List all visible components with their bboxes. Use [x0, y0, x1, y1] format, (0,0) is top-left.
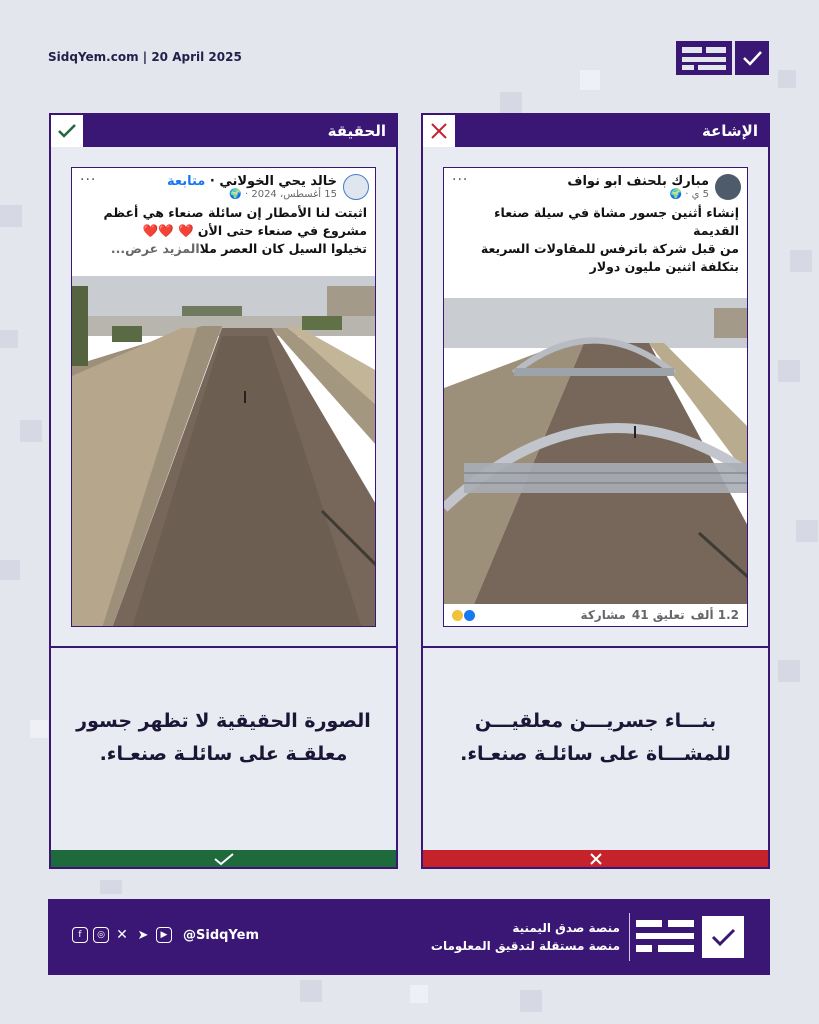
instagram-icon[interactable]: ◎	[93, 927, 109, 943]
facebook-icon[interactable]: f	[72, 927, 88, 943]
post-text-line: بتكلفة اثنين مليون دولار	[589, 259, 739, 275]
follow-button[interactable]: متابعة	[166, 174, 206, 189]
truth-panel	[49, 113, 398, 869]
footer-separator	[629, 913, 630, 961]
more-options-icon[interactable]: ···	[452, 172, 469, 188]
truth-post-card: خالد يحي الخولاني · متابعة 15 أغسطس، 2024 · 🌍 ··· اثبتت لنا الأمطار إن سائلة صنعاء هي أعظم مشروع في صنعاء حتى الأن ❤️ ❤️❤️ تخيلوا السيل كان العصر ملاالمزيد عرض...	[71, 167, 376, 627]
post-text-line: القديمة	[693, 223, 739, 239]
post-author[interactable]: مبارك بلحنف ابو نواف	[567, 174, 709, 189]
reactions-count[interactable]: 1.2 ألف	[690, 608, 739, 622]
rumor-caption: بنـــاء جسريـــن معلقيـــن للمشـــاة على سائلـة صنعـاء.	[460, 710, 731, 766]
check-icon	[51, 115, 83, 147]
x-icon	[589, 852, 603, 866]
rumor-panel-header	[423, 115, 768, 147]
post-meta: 15 أغسطس، 2024 · 🌍	[229, 189, 337, 200]
reaction-icons	[452, 610, 475, 621]
social-links	[72, 927, 259, 943]
post-text-line: تخيلوا السيل كان العصر ملا	[199, 241, 367, 257]
brand-glyph-icon	[676, 41, 732, 75]
rumor-status-bar	[423, 850, 768, 867]
bg-pixel	[30, 720, 48, 738]
post-stats	[444, 604, 747, 626]
bg-pixel	[778, 70, 796, 88]
check-icon	[702, 916, 744, 958]
post-text	[72, 200, 375, 262]
bg-pixel	[100, 880, 122, 894]
see-more-link[interactable]: المزيد عرض...	[110, 241, 200, 257]
rumor-post-card	[443, 167, 748, 627]
post-text-line: إنشاء أثنين جسور مشاة في سيلة صنعاء	[494, 205, 739, 220]
post-photo	[72, 276, 375, 626]
post-author[interactable]: خالد يحي الخولاني	[219, 174, 337, 189]
panel-divider	[51, 646, 396, 648]
avatar	[715, 174, 741, 200]
site-date: SidqYem.com | 20 April 2025	[48, 50, 242, 64]
footer-logo	[632, 916, 744, 958]
bg-pixel	[778, 660, 800, 682]
rumor-panel	[421, 113, 770, 869]
check-icon	[735, 41, 769, 75]
brand-glyph-icon	[632, 916, 698, 958]
bg-pixel	[0, 205, 22, 227]
truth-status-bar	[51, 850, 396, 867]
truth-caption: الصورة الحقيقية لا تظهر جسور معلقـة على سائلـة صنعـاء.	[76, 710, 371, 766]
x-icon	[423, 115, 455, 147]
bg-pixel	[20, 420, 42, 442]
post-text-line: من قبل شركة باترفس للمقاولات السريعة	[480, 241, 739, 257]
rumor-panel-title: الإشاعة	[701, 122, 758, 140]
x-twitter-icon[interactable]: ✕	[116, 927, 128, 943]
bg-pixel	[300, 980, 322, 1002]
post-text	[444, 200, 747, 281]
org-name: منصة صدق اليمنية	[512, 921, 620, 935]
post-photo	[444, 298, 747, 604]
avatar	[343, 174, 369, 200]
bg-pixel	[0, 560, 20, 580]
bg-pixel	[778, 360, 800, 382]
bg-pixel	[0, 330, 18, 348]
shares-count[interactable]: مشاركة	[580, 608, 626, 622]
org-info	[431, 919, 620, 955]
bg-pixel	[500, 92, 522, 114]
bg-pixel	[410, 985, 428, 1003]
org-tagline: منصة مستقلة لتدقيق المعلومات	[430, 939, 620, 953]
brand-logo	[676, 41, 769, 75]
panel-divider	[423, 646, 768, 648]
like-icon	[464, 610, 475, 621]
social-handle[interactable]: @SidqYem	[183, 927, 260, 943]
bg-pixel	[520, 990, 542, 1012]
laugh-icon	[452, 610, 463, 621]
post-text-line: مشروع في صنعاء حتى الأن ❤️ ❤️❤️	[142, 223, 367, 239]
bg-pixel	[580, 70, 600, 90]
bg-pixel	[796, 520, 818, 542]
post-meta: 5 ي · 🌍	[669, 189, 709, 200]
telegram-icon[interactable]: ➤	[137, 927, 149, 943]
check-icon	[213, 852, 235, 866]
youtube-icon[interactable]: ▶	[156, 927, 172, 943]
comments-count[interactable]: تعليق 41	[631, 608, 685, 622]
footer	[48, 899, 770, 975]
more-options-icon[interactable]: ···	[80, 172, 97, 188]
bg-pixel	[790, 250, 812, 272]
truth-panel-title: الحقيقة	[327, 122, 386, 140]
truth-panel-header	[51, 115, 396, 147]
post-text-line: اثبتت لنا الأمطار إن سائلة صنعاء هي أعظم	[103, 205, 367, 220]
